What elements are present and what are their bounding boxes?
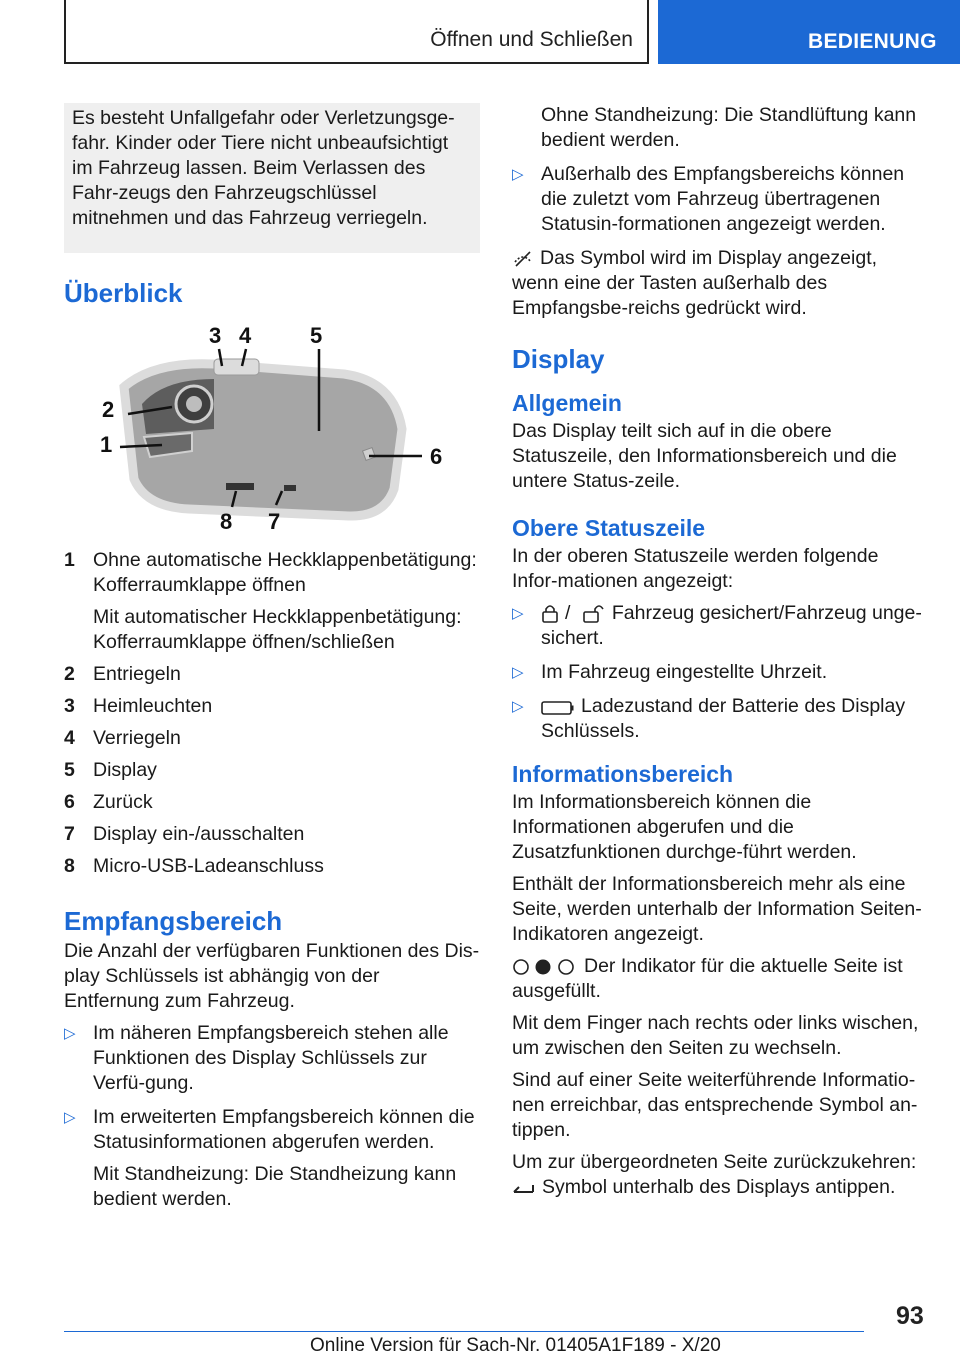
lock-open-icon <box>582 603 606 623</box>
info-text: Im Informationsbereich können die Informationen abgerufen und die Zusatzfunktionen durchge-führt werden. <box>512 791 857 863</box>
status-intro: In der oberen Statuszeile werden folgende Infor-mationen angezeigt: <box>512 545 879 592</box>
callout-1: 1 <box>100 432 113 457</box>
bullet-text: Außerhalb des Empfangsbereichs können die zuletzt vom Fahrzeug übertragenen Statusin-formationen angezeigt werden. <box>541 163 905 235</box>
footer-rule <box>64 1331 864 1332</box>
lock-closed-icon <box>541 603 559 623</box>
general-text: Das Display teilt sich auf in die obere Statuszeile, den Informationsbereich und die untere Status-zeile. <box>512 420 897 492</box>
info-text: Sind auf einer Seite weiterführende Informatio-nen erreichbar, das entsprechende Symbol an-tippen. <box>512 1069 918 1141</box>
legend-text: Entriegeln <box>93 663 181 685</box>
display-key-figure <box>64 319 480 534</box>
warning-box <box>64 103 480 253</box>
bullet-text: Im Fahrzeug eingestellte Uhrzeit. <box>541 661 828 683</box>
callout-6: 6 <box>430 444 443 469</box>
status-bullet <box>512 694 928 744</box>
back-instruction-text: Symbol unterhalb des Displays antippen. <box>542 1176 896 1198</box>
key-usb-port <box>226 483 254 490</box>
symbol-note-text: Das Symbol wird im Display angezeigt, wenn eine der Tasten außerhalb des Empfangsbe-reichs gedrückt wird. <box>512 247 878 319</box>
legend-text: Heimleuchten <box>93 695 213 717</box>
info-text <box>512 1175 928 1200</box>
legend-number: 5 <box>64 759 75 781</box>
bullet-triangle-icon: ▷ <box>64 1025 76 1042</box>
info-heading: Informationsbereich <box>512 761 734 787</box>
bullet-text: Ladezustand der Batterie des Display Schlüssels. <box>541 695 906 742</box>
bullet-triangle-icon: ▷ <box>64 1109 76 1126</box>
range-heading: Empfangsbereich <box>64 906 283 936</box>
legend-text: Mit automatischer Heckklappenbetätigung: Kofferraumklappe öffnen/schließen <box>93 606 462 653</box>
callout-8: 8 <box>220 509 233 534</box>
legend-number: 6 <box>64 791 75 813</box>
legend-item <box>64 854 480 879</box>
header-chapter-box <box>658 0 960 64</box>
bullet-triangle-icon: ▷ <box>512 698 524 715</box>
back-arrow-icon <box>512 1181 536 1197</box>
right-column <box>512 103 928 1207</box>
display-key-illustration <box>64 319 480 534</box>
page-number: 93 <box>896 1302 924 1330</box>
warning-text: Es besteht Unfallgefahr oder Verletzungsge-fahr. Kinder oder Tiere nicht unbeaufsichtigt im Fahrzeug lassen. Beim Verlassen des Fahr-zeugs den Fahrzeugschlüssel mitnehmen und das Fahrzeug verriegeln. <box>72 107 455 229</box>
info-text <box>512 954 928 1004</box>
status-heading: Obere Statuszeile <box>512 515 706 541</box>
range-bullet <box>64 1021 480 1096</box>
legend-number: 3 <box>64 695 75 717</box>
legend-item <box>64 790 480 815</box>
legend-item <box>64 822 480 847</box>
callout-3: 3 <box>209 323 222 348</box>
legend-list <box>64 548 480 879</box>
callout-7: 7 <box>268 509 281 534</box>
bullet-subtext: Mit Standheizung: Die Standheizung kann bedient werden. <box>93 1163 457 1210</box>
overview-heading: Überblick <box>64 278 183 308</box>
legend-item <box>64 694 480 719</box>
bullet-triangle-icon: ▷ <box>512 166 524 183</box>
info-text: Enthält der Informationsbereich mehr als eine Seite, werden unterhalb der Information Seiten-Indikatoren angezeigt. <box>512 873 922 945</box>
callout-4: 4 <box>239 323 252 348</box>
bullet-triangle-icon: ▷ <box>512 664 524 681</box>
legend-item <box>64 662 480 687</box>
range-bullet <box>512 162 928 237</box>
bullet-text: Im näheren Empfangsbereich stehen alle Funktionen des Display Schlüssels zur Verfü-gung. <box>93 1022 449 1094</box>
display-heading: Display <box>512 344 605 374</box>
legend-number: 1 <box>64 549 75 571</box>
legend-item <box>64 758 480 783</box>
legend-number: 7 <box>64 823 75 845</box>
general-heading: Allgemein <box>512 390 622 416</box>
key-logo <box>186 396 202 412</box>
header-chapter-title: BEDIENUNG <box>808 30 937 53</box>
legend-text: Ohne automatische Heckklappenbetätigung: Kofferraumklappe öffnen <box>93 549 477 596</box>
symbol-note <box>512 246 928 321</box>
legend-number: 2 <box>64 663 75 685</box>
page-indicator-icon <box>512 958 578 976</box>
left-column <box>64 103 480 1221</box>
legend-text: Display ein-/ausschalten <box>93 823 305 845</box>
header-section-title: Öffnen und Schließen <box>430 28 633 51</box>
range-bullet <box>64 1105 480 1212</box>
legend-text: Display <box>93 759 157 781</box>
key-power-button <box>284 485 296 491</box>
info-indicator-text: Der Indikator für die aktuelle Seite ist ausgefüllt. <box>512 955 903 1002</box>
status-bullet <box>512 601 928 651</box>
legend-number: 4 <box>64 727 75 749</box>
status-bullet <box>512 660 928 685</box>
battery-icon <box>541 700 575 716</box>
bullet-triangle-icon: ▷ <box>512 605 524 622</box>
no-signal-icon <box>512 250 534 268</box>
lock-separator: / <box>565 602 571 624</box>
range-intro: Die Anzahl der verfügbaren Funktionen des Dis-play Schlüssels ist abhängig von der Entfernung zum Fahrzeug. <box>64 940 480 1012</box>
bullet-subtext-continued: Ohne Standheizung: Die Standlüftung kann bedient werden. <box>541 104 917 151</box>
info-text: Mit dem Finger nach rechts oder links wischen, um zwischen den Seiten zu wechseln. <box>512 1012 919 1059</box>
header-section-box <box>64 0 649 64</box>
callout-2: 2 <box>102 397 115 422</box>
legend-text: Verriegeln <box>93 727 181 749</box>
legend-item <box>64 548 480 655</box>
callout-5: 5 <box>310 323 323 348</box>
legend-text: Zurück <box>93 791 153 813</box>
legend-text: Micro-USB-Ladeanschluss <box>93 855 324 877</box>
info-text: Um zur übergeordneten Seite zurückzukehren: <box>512 1151 917 1173</box>
bullet-text: Fahrzeug gesichert/Fahrzeug unge-sichert. <box>541 602 922 649</box>
legend-number: 8 <box>64 855 75 877</box>
footer-online-version: Online Version für Sach-Nr. 01405A1F189 - X/20 <box>310 1335 721 1356</box>
legend-item <box>64 726 480 751</box>
bullet-text: Im erweiterten Empfangsbereich können die Statusinformationen abgerufen werden. <box>93 1106 475 1153</box>
